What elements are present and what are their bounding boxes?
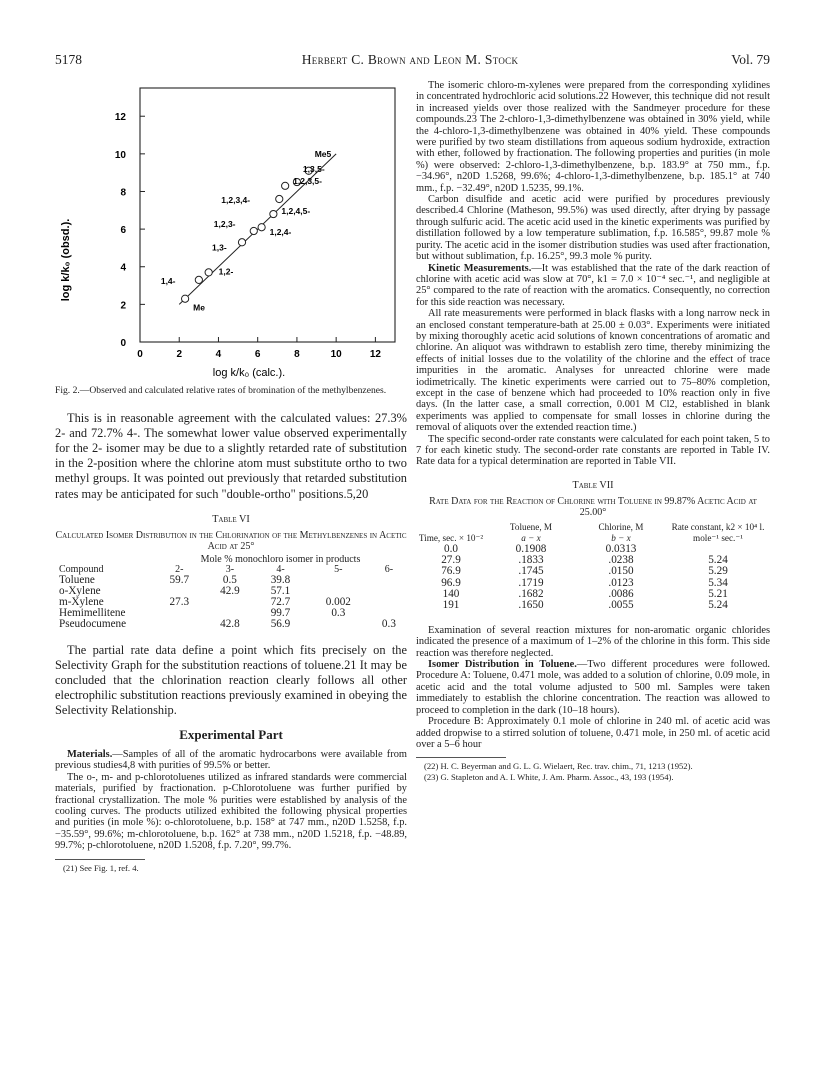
table7-row [416,578,770,589]
table6-cell: 57.1 [270,585,291,598]
figure-2 [55,80,407,380]
table7-cell: .0086 [608,587,634,600]
x-tick-label: 4 [215,349,222,360]
table6-cell [154,619,205,630]
x-axis-label: log k/k₀ (calc.). [212,367,286,379]
table7-time-header: Time, sec. × 10⁻² [418,533,484,544]
page-number: 5178 [55,52,82,67]
table7-cell: .1833 [518,554,544,567]
paragraph-agreement: This is in reasonable agreement with the calculated values: 27.3% 2- and 72.7% 4-. The somewhat lower value observed experimentally for the 2- isomer may be due to a slightly retarded rate of substitution in the 2-position where the chlorine atom must substitute ortho to two methyl groups. It was pointed out previously that retarded substitution rates may be anticipated for such "double-ortho" positions.5,20 [55,411,407,501]
table7-cell: 76.9 [441,565,461,578]
table7-toluene-header: Toluene, M a − x [509,522,553,544]
table6-compound-header: Compound [59,563,104,575]
table6-cell: 0.3 [381,618,396,631]
footnote-rule [416,757,506,758]
paragraph-chlorotoluenes: The o-, m- and p-chlorotoluenes utilized as infrared standards were commercial materials, purified by fractionation. p-Chlorotoluene was further purified by fractional crystallization. The mole % purities were established by analysis of the cooling curves. The products utilized exhibited the following physical properties and purities (in mole %): o-chlorotoluene, b.p. 158° at 747 mm., n20D 1.5258, f.p. −35.59°, 99.6%; m-chlorotoluene, b.p. 162° at 738 mm., n20D 1.5218, f.p. −48.89, 99.7%; p-chlorotoluene, n20D 1.5208, f.p. 7.20°, 99.7%. [55,771,407,852]
table6-compound: m-Xylene [59,596,104,609]
table7-title: Table VII [572,479,614,491]
table7-cell: .0055 [608,598,634,611]
right-column [416,80,770,1060]
point-label: 1,4- [160,275,176,286]
plot-border [140,88,395,342]
y-axis-label: log k/k₀ (obsd.). [60,218,72,302]
point-label: 1,2,3,5- [293,175,322,186]
figure-caption: Fig. 2.—Observed and calculated relative rates of bromination of the methylbenzenes. [55,385,387,396]
table6-row [55,619,407,630]
data-point [270,210,277,217]
point-label: 1,2,4- [269,227,292,238]
kinetic-text: —It was established that the rate of the dark reaction of chlorine with acetic acid was slow at 70°, k1 = 7.0 × 10⁻⁴ sec.⁻¹, and negligible at 25° compared to the rate of reaction with the aromatics. Consequently, no correction for this side reaction was necessary. [416,262,770,308]
point-label: 1,2,3- [213,218,236,229]
table7-cell: .1682 [518,587,544,600]
table6-cell: 0.3 [331,607,346,620]
paragraph-procedure-b: Procedure B: Approximately 0.1 mole of chlorine in 240 ml. of acetic acid was added dropwise to a stirred solution of toluene, 0.471 mole, in 250 ml. of acetic acid over a 5–6 hour [416,716,770,750]
table6-cell [371,597,407,608]
paragraph-materials [55,749,407,772]
x-tick-label: 2 [176,349,183,360]
table6 [55,555,407,631]
table6-cell: 0.5 [222,574,237,587]
footnote-22: (22) H. C. Beyerman and G. L. G. Wielaert, Rec. trav. chim., 71, 1213 (1952). [424,761,693,772]
y-tick-label: 10 [114,149,126,161]
table6-cell: 42.8 [220,618,240,631]
point-label: 1,2,3,4- [221,195,251,206]
data-point [276,195,283,202]
table7-row [416,600,770,611]
table6-cell [371,575,407,586]
y-tick-label: 6 [120,225,126,237]
paragraph-xylenes: The isomeric chloro-m-xylenes were prepared from the corresponding xylidines in concentrated hydrochloric acid solutions.22 However, this technique did not result in increased yields over those realized with the Sandmeyer procedure for these compounds.23 The 2-chloro-1,3-dimethylbenzene was obtained in 30% yield, while the 4-chloro-1,3-dimethylbenzene was obtained in 40% yield. These compounds were purified by two steam distillations from aqueous sodium hydroxide, extraction with ether, followed by fractionation. The following properties and purities (in mole %) were observed: 2-chloro-1,3-dimethylbenzene, b.p. 183.9° at 750 mm., f.p. −34.96°, n20D 1.5268, 99.6%; 4-chloro-1,3-dimethylbenzene, b.p. 185.1° at 740 mm., f.p. −32.49°, n20D 1.5235, 99.1%. [416,80,770,194]
point-label: 1,2,4,5- [281,206,311,217]
x-tick-label: 8 [294,349,300,360]
table6-compound: o-Xylene [59,585,101,598]
table6-cell [306,575,371,586]
y-tick-label: 2 [120,300,126,312]
paragraph-kinetic [416,263,770,309]
table6-cell: 59.7 [169,574,190,587]
data-point [258,224,265,231]
table7-cell: 140 [442,587,460,600]
table7-cell: 96.9 [441,576,461,589]
table7-cell: 0.0 [444,543,458,556]
y-tick-label: 4 [120,262,126,274]
table6-row [55,586,407,597]
table7-cell: .0238 [608,554,634,567]
bromination-rate-chart [55,80,407,380]
table6-caption: Calculated Isomer Distribution in the Chlorination of the Methylbenzenes in Acetic Acid at 25° [55,529,407,552]
paragraph-specific-rates: The specific second-order rate constants were calculated for each point taken, 5 to 7 for each kinetic study. The second-order rate constants are reported in Table IV. Rate data for a typical determination are reported in Table VII. [416,433,770,468]
table7-cell: .0123 [608,576,634,589]
data-point [205,269,212,276]
paragraph-carbon-disulfide: Carbon disulfide and acetic acid were purified by procedures previously described.4 Chlorine (Matheson, 99.5%) was used directly, after drying by passage through sulfuric acid. The acetic acid used in the kinetic experiments was purified by distillation followed by a low temperature sublimation, f.p. 16.585°, 99.87 mole % purity. The acetic acid in the isomer distribution studies was used after fractionation, but without sublimation, f.p. 16.25°, 99.3 mole % purity. [416,194,770,263]
table6-cell: 0.002 [325,596,351,609]
table6-col: 4- [276,563,285,575]
x-tick-label: 12 [369,349,381,360]
y-tick-label: 0 [120,338,126,349]
table6-col: 5- [334,563,343,575]
table6-cell [205,597,256,608]
table6-compound: Toluene [59,574,95,587]
table7-rate-header: Rate constant, k2 × 10⁴ l. mole⁻¹ sec.⁻¹ [671,522,765,544]
table6-col: 3- [225,563,235,575]
x-tick-label: 10 [330,349,342,360]
isomer-title: Isomer Distribution in Toluene. [428,659,577,671]
point-label: 1,2- [218,266,234,277]
point-label: Me5 [314,148,332,159]
x-tick-label: 6 [254,349,261,360]
table7-cell: 5.34 [708,576,728,589]
volume-label: Vol. 79 [731,52,770,67]
experimental-heading: Experimental Part [179,726,283,742]
table6-cell [306,619,371,630]
table6-cell: 39.8 [270,574,291,587]
table6-cell: 72.7 [270,596,291,609]
table7-row [416,566,770,577]
table7 [416,522,770,611]
table6-compound: Hemimellitene [59,607,126,620]
materials-title: Materials. [67,748,113,760]
data-point [250,227,257,234]
paragraph-isomer-distribution [416,659,770,716]
table7-cell: 0.0313 [605,543,637,556]
paragraph-selectivity: The partial rate data define a point which fits precisely on the Selectivity Graph for the substitution reactions of toluene.21 It may be concluded that the chlorination reaction clearly follows all other electrophilic substitution reactions previously examined in obeying the Selectivity Relationship. [55,642,407,717]
y-tick-label: 12 [114,112,126,124]
table6-mole-header: Mole % monochloro isomer in products [200,553,361,565]
table7-cell: .1650 [518,598,544,611]
isomer-text: —Two different procedures were followed. Procedure A: Toluene, 0.471 mole, was added to a solution of chlorine, 0.09 mole, in acetic acid and the total volume adjusted to 500 ml. Samples were taken immediately to establish the chlorine concentration. The reaction was allowed to proceed to completion in the dark (10–18 hours). [416,659,770,716]
table6-cell [154,608,205,619]
x-tick-label: 0 [137,349,143,360]
table7-cell: 0.1908 [515,543,547,556]
table6-cell: 27.3 [169,596,190,609]
table7-cell: 5.24 [708,554,728,567]
point-label: 1,3,5- [302,164,325,175]
footnote-rule [55,859,145,860]
point-label: Me [193,302,205,313]
table6-compound: Pseudocumene [59,618,127,631]
table7-cell: .1719 [518,576,544,589]
table7-cell: .1745 [518,565,544,578]
footnote-23: (23) G. Stapleton and A. I. White, J. Am. Pharm. Assoc., 43, 193 (1954). [424,771,674,782]
table7-cell: 5.29 [708,565,728,578]
y-tick-label: 8 [120,187,126,199]
table7-cell: 191 [442,598,460,611]
table7-chlorine-header: Chlorine, M b − x [598,522,644,544]
paragraph-examination: Examination of several reaction mixtures for non-aromatic organic chlorides indicated the presence of a maximum of 1–2% of the chlorine in this form. This side reaction was therefore neglected. [416,624,770,659]
left-column [55,80,407,1060]
paragraph-rate-measurements: All rate measurements were performed in black flasks with a long narrow neck in an enclosed constant temperature-bath at 25.00 ± 0.03°. Experiments were initiated by mixing thoroughly acetic acid solutions of known concentrations of aromatic and chlorine. An aliquot was withdrawn to establish zero time, thereby minimizing the effects of initial losses due to the volatility of the chlorine and the effect of trace impurities in the aromatic. Analyses for unreacted chlorine were made iodimetrically. The kinetic experiments were carried out to 75–80% completion, except in the case of benzene which had proceeded to 10% reaction only in five days. (In the latter case, a small correction, 0.001 M Cl2, established in blank experiments was applied to compensate for small losses in chlorine during the removal of aliquots over the extended reaction time.) [416,308,770,434]
data-point [282,182,289,189]
data-point [238,239,245,246]
footnote-21: (21) See Fig. 1, ref. 4. [63,862,139,873]
plot-frame [140,88,395,342]
point-label: 1,3- [212,242,227,253]
table7-caption: Rate Data for the Reaction of Chlorine with Toluene in 99.87% Acetic Acid at 25.00° [429,495,757,518]
table6-cell [371,586,407,597]
table6-col: 2- [175,563,184,575]
table6-cell: 42.9 [220,585,240,598]
table7-cell: 5.21 [708,587,728,600]
table6-cell: 99.7 [270,607,291,620]
table6-col: 6- [384,563,394,575]
table6-cell: 56.9 [270,618,291,631]
data-point [182,295,189,302]
table7-cell: .0150 [608,565,634,578]
running-header-authors: Herbert C. Brown and Leon M. Stock [301,52,519,67]
table7-cell: 27.9 [441,554,461,567]
kinetic-title: Kinetic Measurements. [428,262,532,274]
data-point [195,276,202,283]
table6-title: Table VI [212,513,250,525]
table7-cell: 5.24 [708,598,728,611]
materials-text: —Samples of all of the aromatic hydrocarbons were available from previous studies4,8 with purities of 99.5% or better. [55,748,407,772]
